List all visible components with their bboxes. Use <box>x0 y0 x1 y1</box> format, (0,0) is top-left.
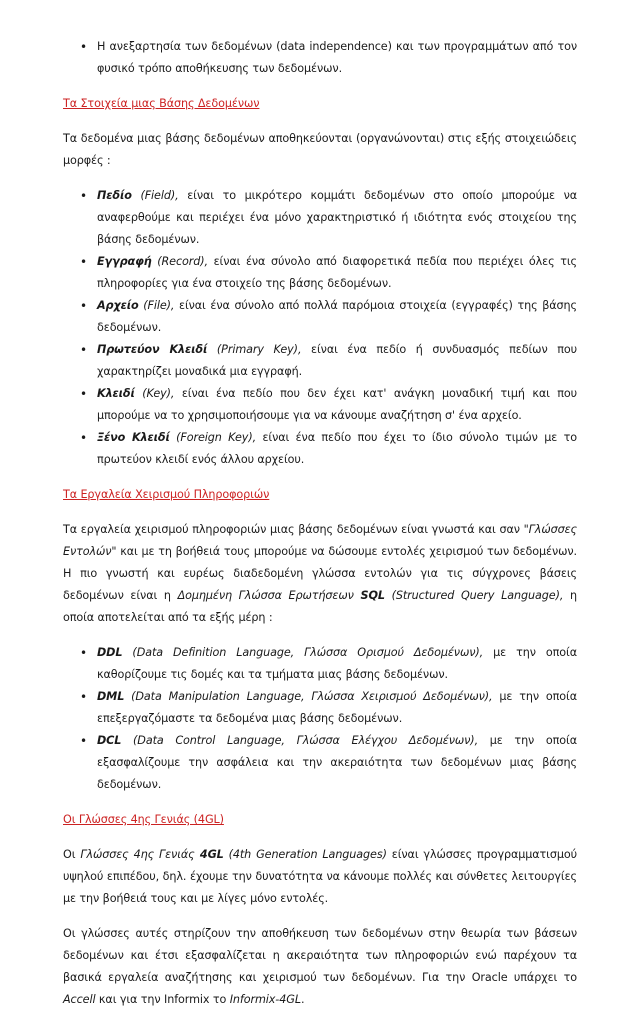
list-item: • Η ανεξαρτησία των δεδομένων (data independence) και των προγραμμάτων από τον φυσικό τρόπο αποθήκευσης των δεδομένων. <box>63 36 577 80</box>
intro-list <box>63 36 577 80</box>
list-item-dml: • DML (Data Manipulation Language, Γλώσσα Χειρισμού Δεδομένων), με την οποία επεξεργαζόμαστε τα δεδομένα μιας βάσης δεδομένων. <box>63 686 577 730</box>
list-item-dcl: • DCL (Data Control Language, Γλώσσα Ελέγχου Δεδομένων), με την οποία εξασφαλίζουμε την ασφάλεια και την ακεραιότητα των δεδομένων μιας βάσης δεδομένων. <box>63 730 577 796</box>
languages-list <box>63 642 577 796</box>
section3-paragraph-1: Οι Γλώσσες 4ης Γενιάς 4GL (4th Generation Languages) είναι γλώσσες προγραμματισμού υψηλού επιπέδου, δηλ. έχουμε την δυνατότητα να κάνουμε πολλές και σύνθετες λειτουργίες με την βοήθειά τους και με λίγες μόνο εντολές. <box>63 848 577 905</box>
list-item-key: • Κλειδί (Key), είναι ένα πεδίο που δεν έχει κατ' ανάγκη μοναδική τιμή και που μπορούμε να το χρησιμοποιήσουμε για να κάνουμε αναζήτηση σ' ένα αρχείο. <box>63 383 577 427</box>
list-item-record: • Εγγραφή (Record), είναι ένα σύνολο από διαφορετικά πεδία που περιέχει όλες τις πληροφορίες για ένα στοιχείο της βάσης δεδομένων. <box>63 251 577 295</box>
section2-paragraph: Τα εργαλεία χειρισμού πληροφοριών μιας βάσης δεδομένων είναι γνωστά και σαν "Γλώσσες Εντολών" και με τη βοήθειά τους μπορούμε να δώσουμε εντολές χειρισμού των δεδομένων. Η πιο γνωστή και ευρέως διαδεδομένη γλώσσα εντολών για τις σύγχρονες βάσεις δεδομένων είναι η Δομημένη Γλώσσα Ερωτήσεων SQL (Structured Query Language), η οποία αποτελείται από τα εξής μέρη : <box>63 523 577 624</box>
list-item-ddl: • DDL (Data Definition Language, Γλώσσα Ορισμού Δεδομένων), με την οποία καθορίζουμε τις δομές και τα τμήματα μιας βάσης δεδομένων. <box>63 642 577 686</box>
elements-list <box>63 185 577 471</box>
section-heading-tools[interactable]: Τα Εργαλεία Χειρισμού Πληροφοριών <box>63 488 270 501</box>
list-item-file: • Αρχείο (File), είναι ένα σύνολο από πολλά παρόμοια στοιχεία (εγγραφές) της βάσης δεδομένων. <box>63 295 577 339</box>
section-heading-4gl[interactable]: Οι Γλώσσες 4ης Γενιάς (4GL) <box>63 813 224 826</box>
list-item-primary-key: • Πρωτεύον Κλειδί (Primary Key), είναι ένα πεδίο ή συνδυασμός πεδίων που χαρακτηρίζει μοναδικά μια εγγραφή. <box>63 339 577 383</box>
document-page <box>63 36 577 1011</box>
list-item-field: • Πεδίο (Field), είναι το μικρότερο κομμάτι δεδομένων στο οποίο μπορούμε να αναφερθούμε και περιέχει ένα μόνο χαρακτηριστικό ή ιδιότητα ενός στοιχείου της βάσης δεδομένων. <box>63 185 577 251</box>
section1-intro: Τα δεδομένα μιας βάσης δεδομένων αποθηκεύονται (οργανώνονται) στις εξής στοιχειώδεις μορφές : <box>63 132 577 167</box>
section-heading-elements[interactable]: Τα Στοιχεία μιας Βάσης Δεδομένων <box>63 97 260 110</box>
section3-paragraph-2: Οι γλώσσες αυτές στηρίζουν την αποθήκευση των δεδομένων στην θεωρία των βάσεων δεδομένων και έτσι εξασφαλίζεται η ακεραιότητα των πληροφοριών ενώ παρέχουν τα βασικά εργαλεία αναζήτησης και χειρισμού των δεδομένων. Για την Oracle υπάρχει το Accell και για την Informix το Informix-4GL. <box>63 927 577 1006</box>
list-item-foreign-key: • Ξένο Κλειδί (Foreign Key), είναι ένα πεδίο που έχει το ίδιο σύνολο τιμών με το πρωτεύον κλειδί ενός άλλου αρχείου. <box>63 427 577 471</box>
